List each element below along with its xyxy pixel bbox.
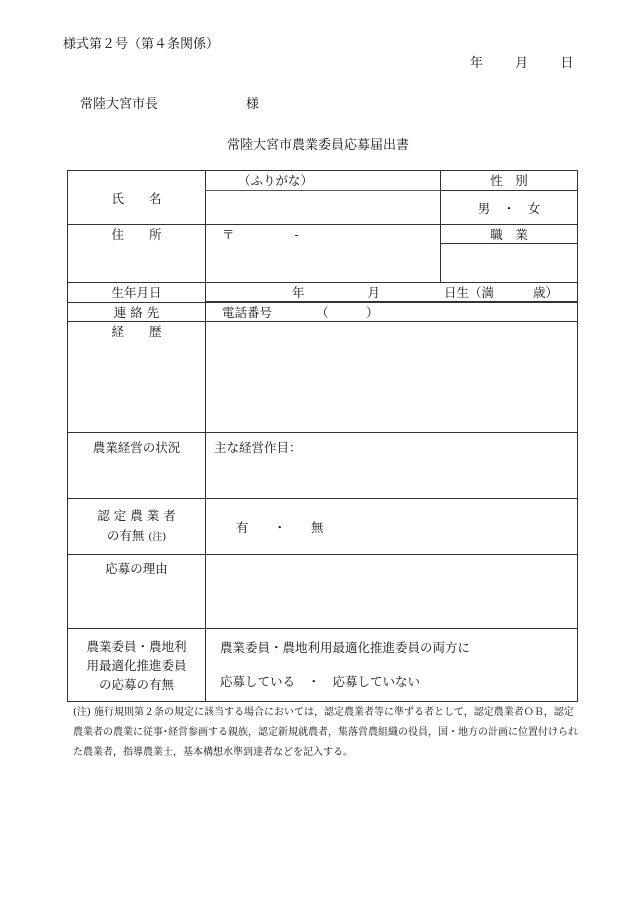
farm-status-label-cell bbox=[68, 433, 206, 499]
contact-label-cell bbox=[68, 302, 206, 322]
footnote: (注) 施行規則第２条の規定に該当する場合においては，認定農業者等に準ずる者として，認定農業者ＯＢ，認定農業者の農業に従事･経営参画する親族，認定新規就農者，集落営農組織の役員，国・地方の計画に位置付けられた農業者，指導農業士，基本構想水準到達者などを記入する。 bbox=[73, 707, 578, 758]
application-label-line2: 用最適化推進委員 bbox=[86, 657, 187, 673]
phone-label: 電話番号 bbox=[222, 305, 273, 320]
main-crop-label: 主な経営作目： bbox=[214, 440, 302, 455]
application-label-cell bbox=[68, 629, 206, 702]
occupation-label-cell bbox=[441, 225, 578, 244]
career-field[interactable] bbox=[206, 322, 578, 433]
name-label-cell bbox=[68, 171, 206, 225]
birth-day-age: 日生（満 bbox=[444, 285, 495, 300]
date-line bbox=[470, 52, 573, 71]
certified-note-mark: (注) bbox=[148, 531, 167, 543]
postal-dash: - bbox=[294, 227, 299, 242]
contact-field[interactable] bbox=[206, 302, 578, 322]
date-month: 月 bbox=[515, 56, 529, 71]
occupation-label: 職 業 bbox=[490, 227, 528, 242]
address-label-cell bbox=[68, 225, 206, 283]
birth-label: 生年月日 bbox=[111, 285, 162, 300]
reason-field[interactable] bbox=[206, 555, 578, 629]
birth-year: 年 bbox=[292, 285, 305, 300]
birth-label-cell bbox=[68, 283, 206, 303]
birth-age-suffix: 歳） bbox=[533, 285, 559, 300]
addressee-honorific: 様 bbox=[246, 97, 260, 112]
name-field[interactable] bbox=[206, 191, 441, 225]
gender-label-cell bbox=[441, 171, 578, 191]
application-line1: 農業委員・農地利用最適化推進委員の両方に bbox=[220, 640, 471, 655]
gender-label: 性 別 bbox=[490, 173, 528, 188]
certified-label-line1: 認 定 農 業 者 bbox=[97, 507, 176, 523]
application-form-table bbox=[67, 170, 578, 702]
address-label: 住 所 bbox=[111, 227, 162, 242]
gender-options-cell[interactable] bbox=[441, 191, 578, 225]
certified-label-line2: の有無 bbox=[106, 527, 145, 543]
certified-options: 有 ・ 無 bbox=[236, 519, 324, 535]
application-label-line3: の応募の有無 bbox=[98, 676, 174, 692]
phone-paren: （ ） bbox=[316, 305, 379, 320]
address-field[interactable] bbox=[206, 225, 441, 283]
addressee-name: 常陸大宮市長 bbox=[80, 97, 159, 112]
reason-label: 応募の理由 bbox=[105, 561, 168, 576]
name-label: 氏 名 bbox=[111, 190, 162, 206]
certified-field[interactable] bbox=[206, 499, 578, 555]
reason-label-cell bbox=[68, 555, 206, 629]
birth-field[interactable] bbox=[206, 283, 578, 303]
date-day: 日 bbox=[560, 56, 574, 71]
furigana-label: （ふりがな） bbox=[238, 173, 314, 188]
form-number: 様式第２号（第４条関係） bbox=[63, 37, 220, 52]
application-line2: 応募している ・ 応募していない bbox=[220, 674, 421, 689]
birth-month: 月 bbox=[367, 285, 381, 300]
occupation-field[interactable] bbox=[441, 244, 578, 283]
contact-label: 連 絡 先 bbox=[113, 304, 160, 320]
certified-label-cell bbox=[68, 499, 206, 555]
gender-options: 男 ・ 女 bbox=[477, 200, 541, 216]
farm-status-field[interactable] bbox=[206, 433, 578, 499]
furigana-cell[interactable] bbox=[206, 171, 441, 191]
farm-status-label: 農業経営の状況 bbox=[92, 440, 181, 455]
postal-mark: 〒 bbox=[222, 227, 235, 242]
certified-label-line2-wrap bbox=[68, 526, 205, 548]
date-year: 年 bbox=[470, 56, 484, 71]
application-field[interactable] bbox=[206, 629, 578, 702]
application-label-line1: 農業委員・農地利 bbox=[86, 638, 187, 654]
career-label-cell bbox=[68, 322, 206, 433]
career-label: 経 歴 bbox=[111, 324, 162, 339]
document-title: 常陸大宮市農業委員応募届出書 bbox=[227, 138, 410, 153]
